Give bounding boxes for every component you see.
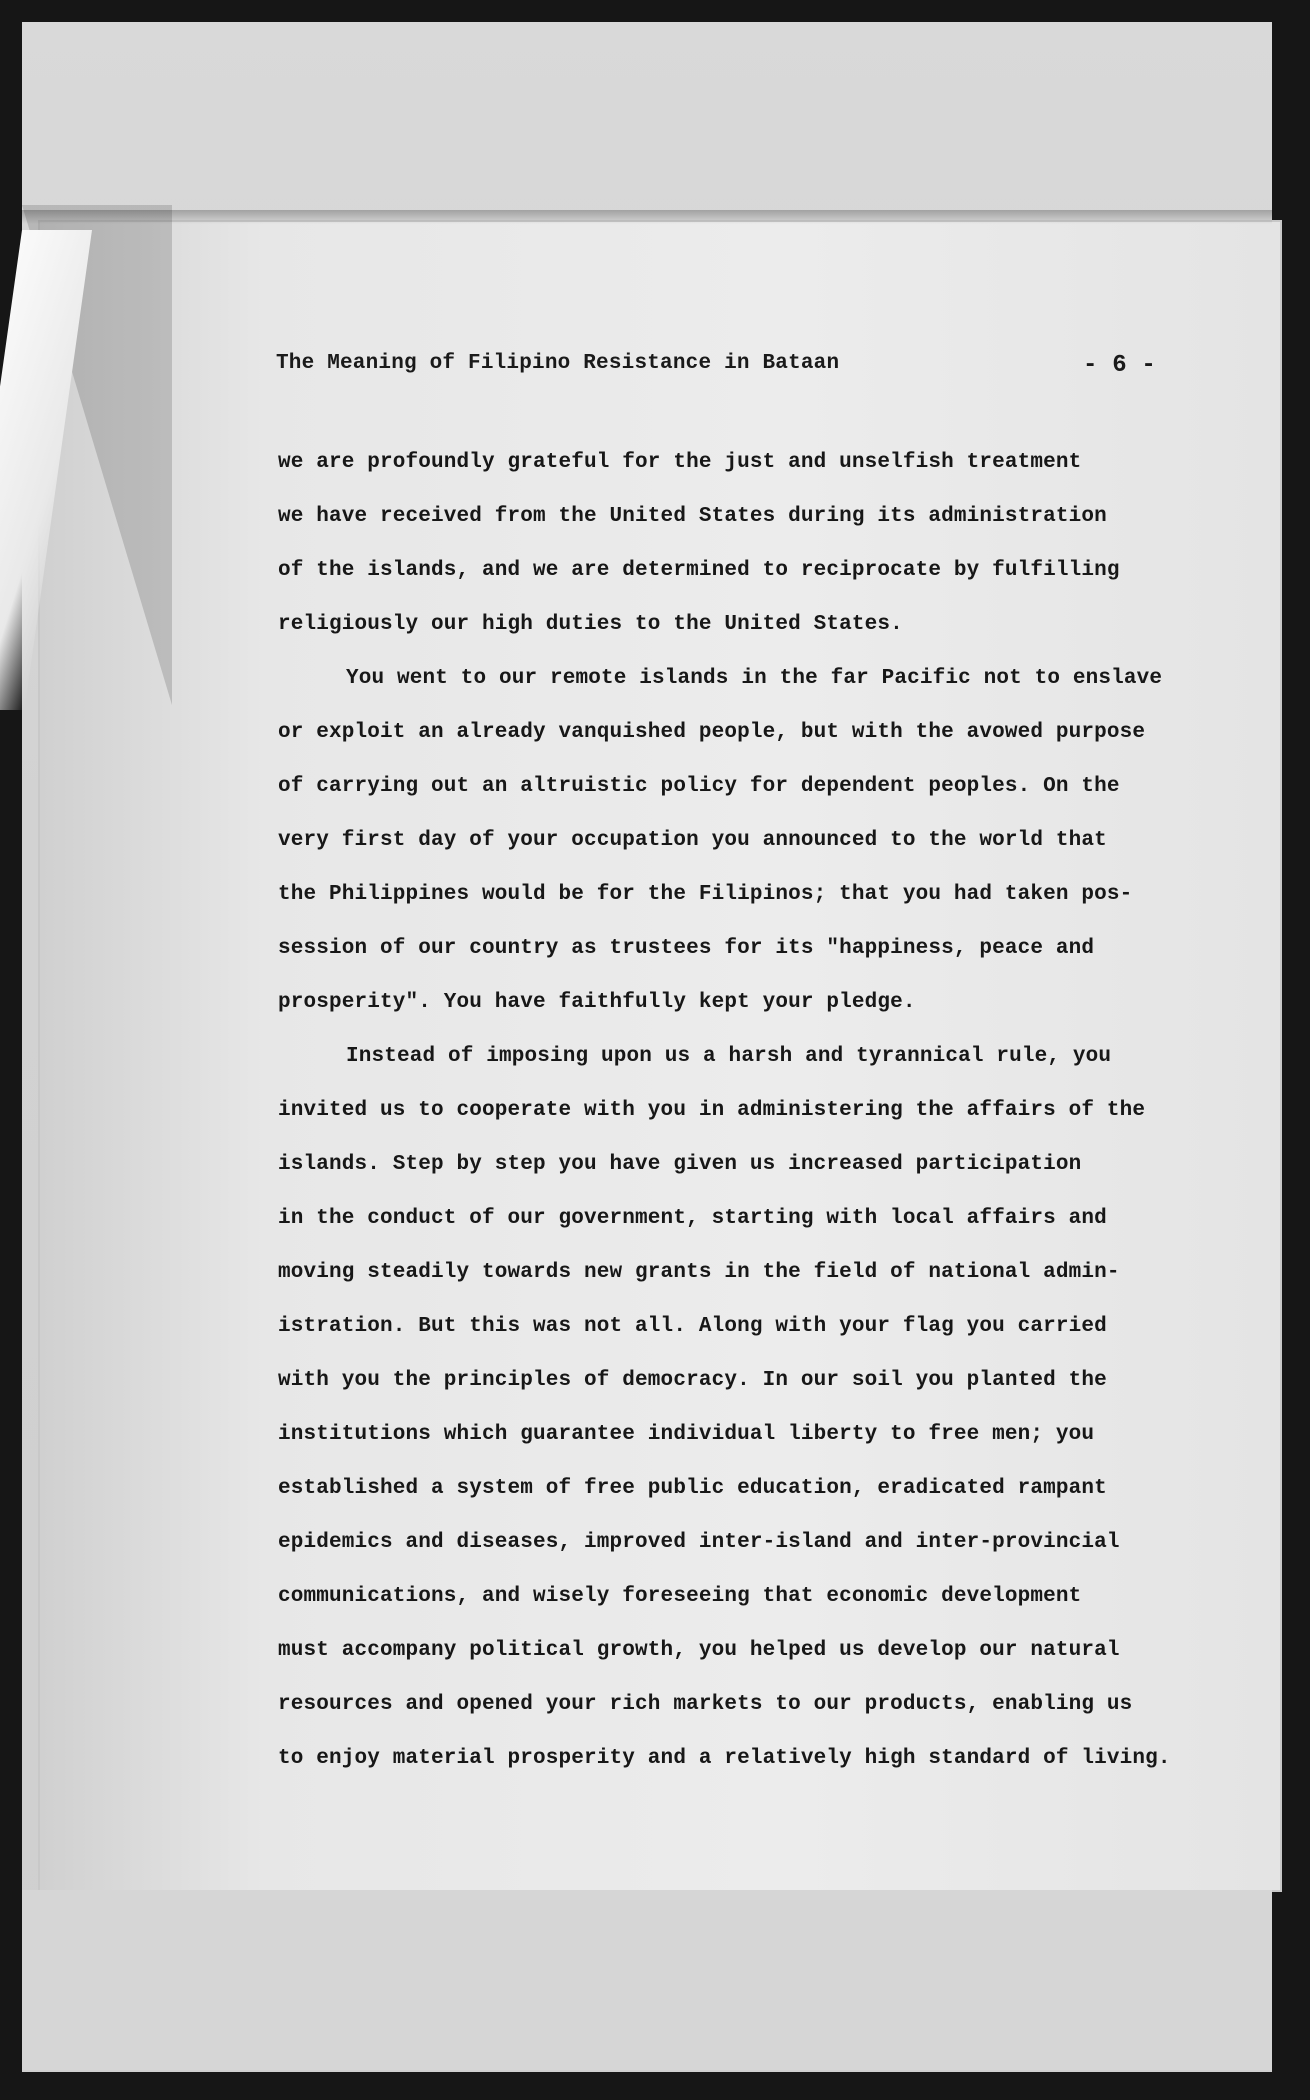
backing-sheet-bottom: [22, 1890, 1272, 2070]
text-line: in the conduct of our government, starting with local affairs and: [278, 1207, 1107, 1230]
text-line: with you the principles of democracy. In our soil you planted the: [278, 1369, 1107, 1392]
text-line: established a system of free public education, eradicated rampant: [278, 1477, 1107, 1500]
text-line: epidemics and diseases, improved inter-island and inter-provincial: [278, 1531, 1120, 1554]
text-line: of the islands, and we are determined to reciprocate by fulfilling: [278, 559, 1120, 582]
document-title: The Meaning of Filipino Resistance in Bataan: [276, 352, 840, 375]
text-line: we are profoundly grateful for the just and unselfish treatment: [278, 451, 1082, 474]
text-line: istration. But this was not all. Along with your flag you carried: [278, 1315, 1107, 1338]
text-line: we have received from the United States during its administration: [278, 505, 1107, 528]
text-line: moving steadily towards new grants in the field of national admin-: [278, 1261, 1120, 1284]
text-line: institutions which guarantee individual liberty to free men; you: [278, 1423, 1095, 1446]
text-line: invited us to cooperate with you in administering the affairs of the: [278, 1099, 1146, 1122]
page-header: [276, 352, 1156, 392]
text-line: very first day of your occupation you announced to the world that: [278, 829, 1107, 852]
document-body: [278, 436, 1198, 1786]
text-line: the Philippines would be for the Filipinos; that you had taken pos-: [278, 883, 1133, 906]
text-line: of carrying out an altruistic policy for dependent peoples. On the: [278, 775, 1120, 798]
text-line: communications, and wisely foreseeing that economic development: [278, 1585, 1082, 1608]
paragraph-start-line: You went to our remote islands in the far Pacific not to enslave: [346, 667, 1163, 690]
text-line: resources and opened your rich markets to our products, enabling us: [278, 1693, 1133, 1716]
page-edge-shadow: [22, 210, 1272, 224]
text-line: to enjoy material prosperity and a relatively high standard of living.: [278, 1747, 1171, 1770]
text-line: prosperity". You have faithfully kept your pledge.: [278, 991, 916, 1014]
text-line: islands. Step by step you have given us increased participation: [278, 1153, 1082, 1176]
text-line: or exploit an already vanquished people, but with the avowed purpose: [278, 721, 1146, 744]
text-line: religiously our high duties to the United States.: [278, 613, 903, 636]
text-line: must accompany political growth, you helped us develop our natural: [278, 1639, 1120, 1662]
text-line: session of our country as trustees for its "happiness, peace and: [278, 937, 1095, 960]
paragraph-start-line: Instead of imposing upon us a harsh and tyrannical rule, you: [346, 1045, 1112, 1068]
page-number: - 6 -: [1082, 352, 1156, 379]
